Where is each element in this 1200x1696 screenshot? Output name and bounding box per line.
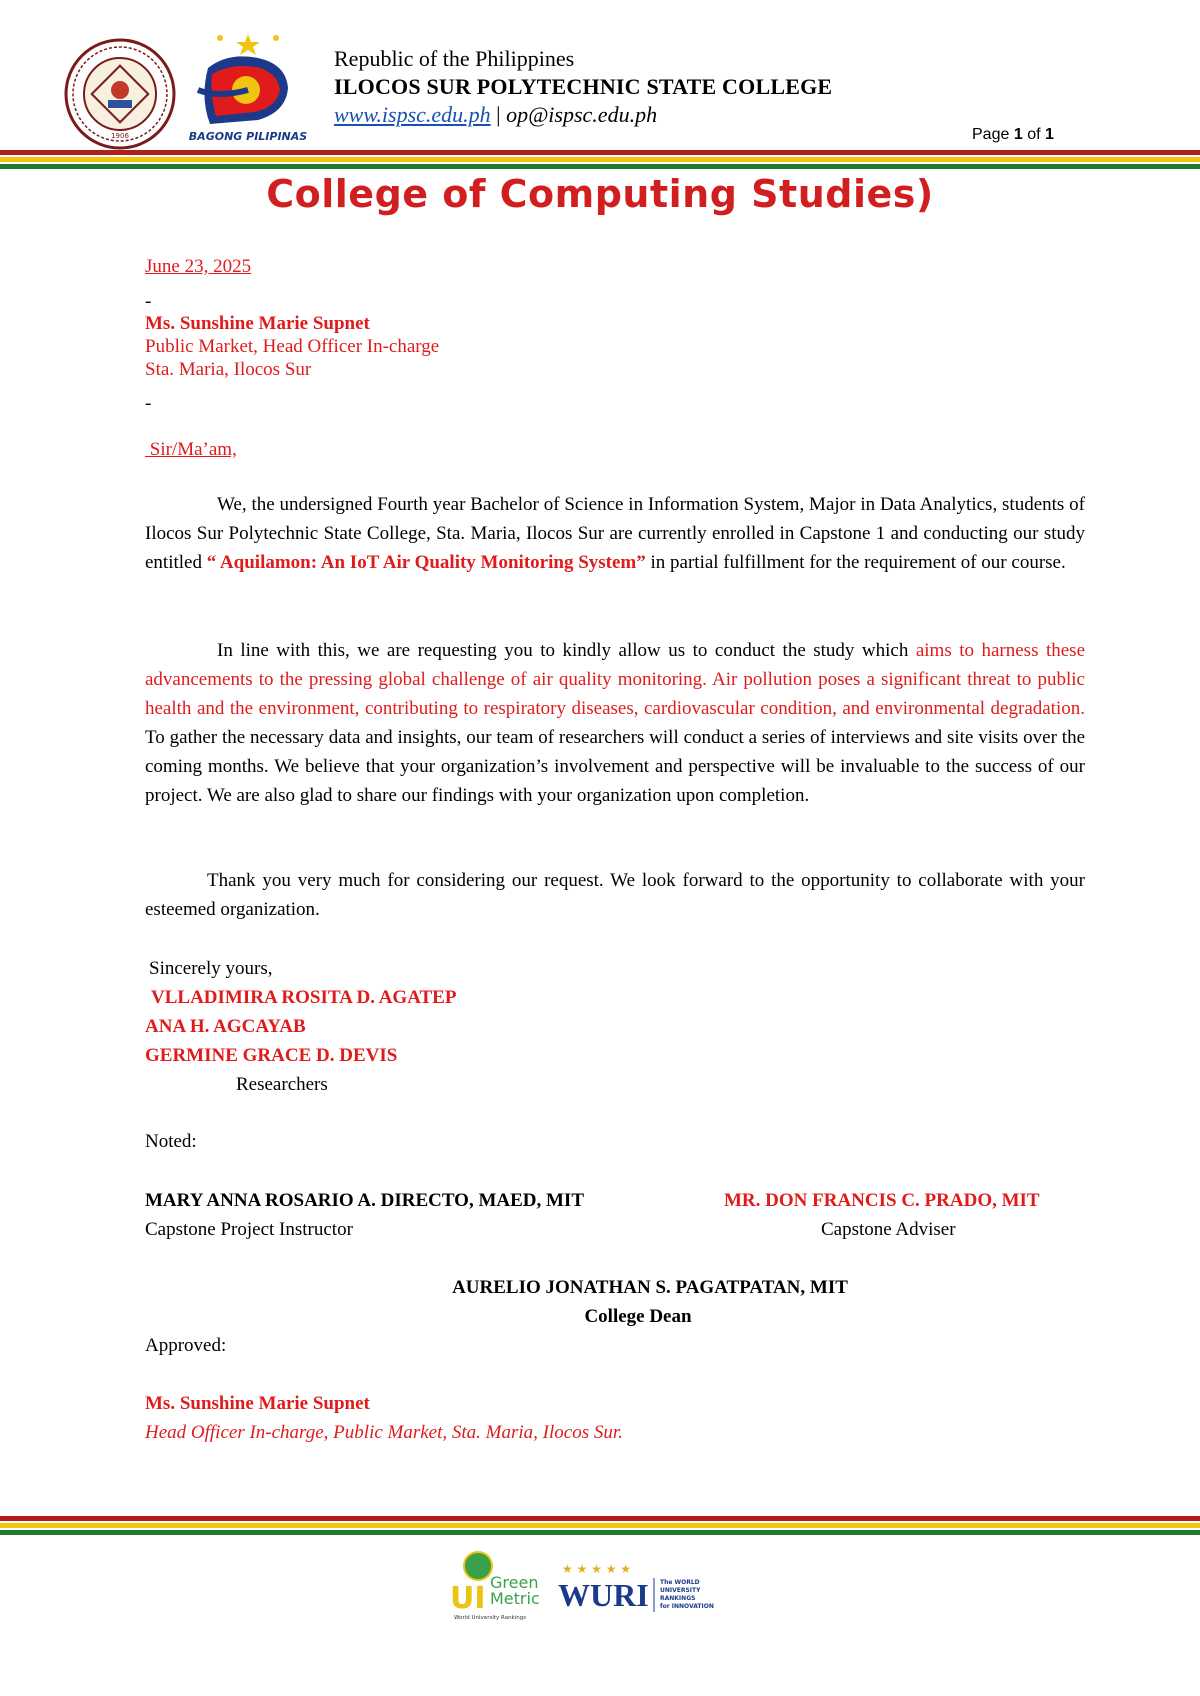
dean-name: AURELIO JONATHAN S. PAGATPATAN, MIT: [452, 1277, 848, 1298]
noted-label: Noted:: [145, 1131, 197, 1152]
college-name: ILOCOS SUR POLYTECHNIC STATE COLLEGE: [334, 74, 833, 99]
letter-date: June 23, 2025: [145, 256, 252, 277]
wuri-logo: [558, 1562, 714, 1613]
ui-greenmetric-logo: [450, 1552, 540, 1621]
ispsc-seal-logo: [64, 38, 176, 150]
recipient-name: Ms. Sunshine Marie Supnet: [145, 313, 370, 334]
recipient-position: Public Market, Head Officer In-charge: [145, 336, 440, 357]
page-number: Page 1 of 1: [972, 126, 1054, 143]
dean-title: College Dean: [584, 1306, 692, 1327]
recipient-address: Sta. Maria, Ilocos Sur: [145, 359, 312, 380]
svg-text:Metric: Metric: [490, 1589, 540, 1608]
svg-text:for INNOVATION: for INNOVATION: [660, 1603, 714, 1610]
researcher-3: GERMINE GRACE D. DEVIS: [145, 1045, 398, 1066]
republic-line: Republic of the Philippines: [334, 46, 575, 71]
svg-text:World University Rankings: World University Rankings: [454, 1615, 527, 1621]
svg-text:UNIVERSITY: UNIVERSITY: [660, 1587, 701, 1594]
footer-logos: [444, 1548, 744, 1622]
bagong-pilipinas-text: BAGONG PILIPINAS: [188, 130, 308, 143]
footer-color-band: [0, 1516, 1200, 1542]
researcher-1: VLLADIMIRA ROSITA D. AGATEP: [151, 987, 457, 1008]
researchers-label: Researchers: [236, 1074, 328, 1095]
dash-2: -: [145, 393, 152, 414]
approver-title: Head Officer In-charge, Public Market, Sta. Maria, Ilocos Sur.: [145, 1422, 623, 1443]
approved-label: Approved:: [145, 1335, 227, 1356]
svg-text:Green: Green: [490, 1573, 539, 1592]
dash-1: -: [145, 291, 152, 312]
svg-text:RANKINGS: RANKINGS: [660, 1595, 696, 1602]
website-link[interactable]: www.ispsc.edu.ph: [334, 102, 491, 127]
approver-name: Ms. Sunshine Marie Supnet: [145, 1393, 370, 1414]
svg-text:WURI: WURI: [558, 1577, 649, 1613]
bagong-pilipinas-logo: [188, 28, 308, 148]
contact-line: [334, 102, 657, 128]
svg-text:UI: UI: [450, 1581, 486, 1616]
adviser-name: MR. DON FRANCIS C. PRADO, MIT: [724, 1190, 1040, 1211]
paragraph-3: Thank you very much for considering our request. We look forward to the opportunity to collaborate with your esteemed organization.: [145, 870, 1085, 920]
contact-separator: |: [496, 102, 501, 127]
study-aim: aims to harness these advancements to the pressing global challenge of air quality monitoring. Air pollution poses a significant threat to public health and the environment, contributing to respiratory diseases, cardiovascular condition, and environmental degradation.: [145, 640, 1086, 719]
instructor-title: Capstone Project Instructor: [145, 1219, 353, 1240]
paragraph-1: We, the undersigned Fourth year Bachelor of Science in Information System, Major in Data Analytics, students of Ilocos Sur Polytechnic State College, Sta. Maria, Ilocos Sur are currently enrolled in Capstone 1 and conducting our study entitled “ Aquilamon: An IoT Air Quality Monitoring System” in partial fulfillment for the requirement of our course.: [145, 494, 1085, 573]
department-title: College of Computing Studies): [266, 172, 934, 216]
adviser-title: Capstone Adviser: [821, 1219, 956, 1240]
seal-year: 1906: [111, 132, 129, 140]
researcher-2: ANA H. AGCAYAB: [145, 1016, 306, 1037]
svg-text:The WORLD: The WORLD: [660, 1579, 700, 1586]
instructor-name: MARY ANNA ROSARIO A. DIRECTO, MAED, MIT: [145, 1190, 585, 1211]
salutation: Sir/Ma’am,: [145, 439, 237, 460]
closing: Sincerely yours,: [149, 958, 273, 979]
email-text: op@ispsc.edu.ph: [506, 102, 658, 127]
paragraph-2: In line with this, we are requesting you to kindly allow us to conduct the study which aims to harness these advancements to the pressing global challenge of air quality monitoring. Air pollution poses a significant threat to public health and the environment, contributing to respiratory diseases, cardiovascular condition, and environmental degradation. To gather the necessary data and insights, our team of researchers will conduct a series of interviews and site visits over the coming months. We believe that your organization’s involvement and perspective will be invaluable to the success of our project. We are also glad to share our findings with your organization upon completion.: [145, 640, 1086, 806]
study-title: “ Aquilamon: An IoT Air Quality Monitoring System”: [206, 552, 646, 573]
svg-text:★ ★ ★ ★ ★: ★ ★ ★ ★ ★: [562, 1562, 632, 1576]
